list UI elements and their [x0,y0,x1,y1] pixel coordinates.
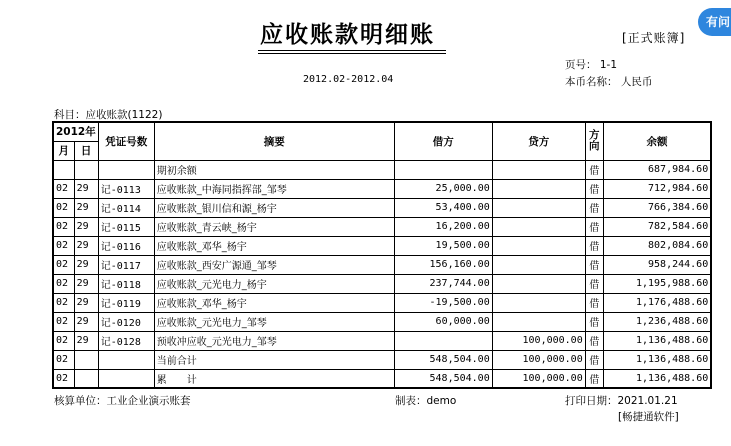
debit-cell: 548,504.00 [394,369,492,388]
credit-cell [492,255,585,274]
balance-cell: 1,236,488.60 [603,312,711,331]
debit-cell: 16,200.00 [394,217,492,236]
summary-cell: 应收账款_元光电力_邹琴 [154,312,394,331]
table-row[interactable] [53,350,711,369]
credit-cell [492,312,585,331]
day-cell: 29 [74,293,98,312]
summary-cell: 应收账款_邓华_杨宇 [154,236,394,255]
debit-cell: -19,500.00 [394,293,492,312]
month-cell [53,160,74,179]
table-row[interactable] [53,236,711,255]
direction-cell: 借 [585,236,603,255]
table-row[interactable] [53,179,711,198]
print-label: 打印日期： [565,395,618,407]
debit-cell: 237,744.00 [394,274,492,293]
day-cell [74,369,98,388]
accounting-unit [54,393,191,408]
voucher-cell: 记-0113 [98,179,154,198]
voucher-cell: 记-0115 [98,217,154,236]
period-range: 2012.02-2012.04 [303,74,394,85]
direction-cell: 借 [585,217,603,236]
debit-cell: 53,400.00 [394,198,492,217]
help-button[interactable]: 有问 [698,8,731,36]
balance-cell: 958,244.60 [603,255,711,274]
balance-cell: 1,136,488.60 [603,350,711,369]
credit-header: 贷方 [492,122,585,160]
day-cell: 29 [74,198,98,217]
voucher-cell: 记-0128 [98,331,154,350]
balance-cell: 802,084.60 [603,236,711,255]
credit-cell [492,274,585,293]
table-row[interactable] [53,293,711,312]
direction-cell: 借 [585,255,603,274]
balance-cell: 712,984.60 [603,179,711,198]
subject-value: 应收账款(1122) [85,109,163,121]
table-row[interactable] [53,160,711,179]
direction-cell: 借 [585,293,603,312]
balance-cell: 1,195,988.60 [603,274,711,293]
month-cell: 02 [53,179,74,198]
month-cell: 02 [53,312,74,331]
month-cell: 02 [53,217,74,236]
credit-cell: 100,000.00 [492,331,585,350]
month-cell: 02 [53,331,74,350]
table-row[interactable] [53,255,711,274]
summary-cell: 累 计 [154,369,394,388]
month-header: 月 [53,141,74,160]
debit-header: 借方 [394,122,492,160]
voucher-cell [98,369,154,388]
debit-cell: 19,500.00 [394,236,492,255]
direction-cell: 借 [585,198,603,217]
credit-cell: 100,000.00 [492,350,585,369]
summary-cell: 应收账款_中海同指挥部_邹琴 [154,179,394,198]
account-subject [54,107,162,122]
unit-value: 工业企业演示账套 [106,395,191,407]
day-cell: 29 [74,274,98,293]
summary-cell: 应收账款_银川信和源_杨宇 [154,198,394,217]
month-cell: 02 [53,369,74,388]
voucher-cell [98,350,154,369]
summary-header: 摘要 [154,122,394,160]
debit-cell [394,331,492,350]
table-row[interactable] [53,312,711,331]
month-cell: 02 [53,350,74,369]
title-underline [258,50,446,51]
table-row[interactable] [53,198,711,217]
credit-cell: 100,000.00 [492,369,585,388]
voucher-cell: 记-0120 [98,312,154,331]
direction-cell: 借 [585,312,603,331]
voucher-cell: 记-0117 [98,255,154,274]
day-cell: 29 [74,217,98,236]
software-brand: [畅捷通软件] [618,411,679,423]
maker-value: demo [426,395,457,407]
table-row[interactable] [53,369,711,388]
day-cell: 29 [74,331,98,350]
summary-cell: 应收账款_西安广源通_邹琴 [154,255,394,274]
currency-name [565,74,652,89]
voucher-cell [98,160,154,179]
table-row[interactable] [53,274,711,293]
print-date [565,393,678,408]
month-cell: 02 [53,198,74,217]
voucher-cell: 记-0114 [98,198,154,217]
prepared-by [395,393,456,408]
balance-cell: 1,136,488.60 [603,331,711,350]
direction-cell: 借 [585,274,603,293]
currency-label: 本币名称： [565,76,618,88]
credit-cell [492,217,585,236]
day-cell [74,350,98,369]
voucher-cell: 记-0119 [98,293,154,312]
credit-cell [492,198,585,217]
year-header: 2012年 [53,122,98,141]
direction-cell: 借 [585,179,603,198]
direction-cell: 借 [585,160,603,179]
credit-cell [492,293,585,312]
summary-cell: 期初余额 [154,160,394,179]
page-number-value: 1-1 [599,59,617,71]
subject-label: 科目： [54,109,86,121]
balance-header: 余额 [603,122,711,160]
maker-label: 制表： [395,395,427,407]
day-cell [74,160,98,179]
debit-cell: 60,000.00 [394,312,492,331]
balance-cell: 782,584.60 [603,217,711,236]
summary-cell: 应收账款_元光电力_杨宇 [154,274,394,293]
debit-cell: 156,160.00 [394,255,492,274]
credit-cell [492,160,585,179]
debit-cell: 25,000.00 [394,179,492,198]
debit-cell: 548,504.00 [394,350,492,369]
month-cell: 02 [53,293,74,312]
balance-cell: 1,176,488.60 [603,293,711,312]
debit-cell [394,160,492,179]
direction-header: 方向 [585,122,603,160]
day-cell: 29 [74,255,98,274]
day-cell: 29 [74,312,98,331]
title-underline [258,53,446,54]
summary-cell: 应收账款_青云峡_杨宇 [154,217,394,236]
credit-cell [492,236,585,255]
day-cell: 29 [74,236,98,255]
balance-cell: 687,984.60 [603,160,711,179]
table-row[interactable] [53,331,711,350]
summary-cell: 预收冲应收_元光电力_邹琴 [154,331,394,350]
unit-label: 核算单位： [54,395,107,407]
currency-value: 人民币 [620,76,653,88]
voucher-cell: 记-0118 [98,274,154,293]
ledger-title: 应收账款明细账 [260,21,435,48]
balance-cell: 766,384.60 [603,198,711,217]
print-value: 2021.01.21 [617,395,678,407]
day-header: 日 [74,141,98,160]
balance-cell: 1,136,488.60 [603,369,711,388]
table-row[interactable] [53,217,711,236]
voucher-cell: 记-0116 [98,236,154,255]
month-cell: 02 [53,236,74,255]
direction-cell: 借 [585,369,603,388]
formal-ledger-tag: [正式账簿] [622,31,686,45]
summary-cell: 当前合计 [154,350,394,369]
direction-cell: 借 [585,331,603,350]
summary-cell: 应收账款_邓华_杨宇 [154,293,394,312]
day-cell: 29 [74,179,98,198]
direction-cell: 借 [585,350,603,369]
credit-cell [492,179,585,198]
page-number [565,57,617,72]
voucher-header: 凭证号数 [98,122,154,160]
month-cell: 02 [53,255,74,274]
ledger-table [52,121,712,389]
page-number-label: 页号： [565,59,597,71]
ledger-body [53,160,711,388]
month-cell: 02 [53,274,74,293]
